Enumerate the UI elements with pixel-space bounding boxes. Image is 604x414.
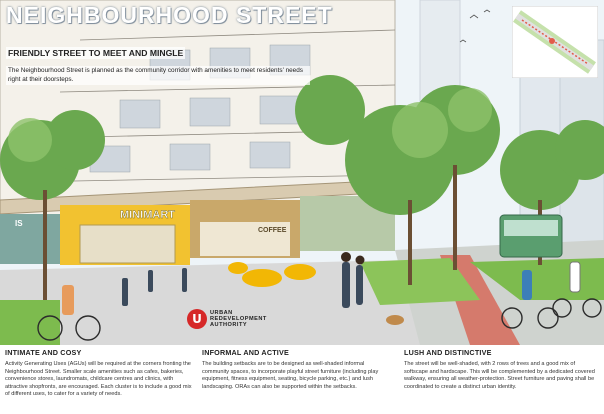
section-lush-distinctive: [404, 348, 600, 391]
ura-logo: [187, 309, 267, 329]
section-informal-active: [202, 348, 390, 391]
section-heading: INTIMATE AND COSY: [5, 348, 82, 357]
intro-text: The Neighbourhood Street is planned as the community corridor with amenities to meet residents' needs right at their doorsteps.: [6, 66, 310, 85]
section-body: Activity Generating Uses (AGUs) will be required at the corners fronting the Neighbourhood Street. Smaller scale amenities such as cafes, bakeries, convenience stores, laundromats, childcare centres and clinics, with attractive shopfronts, are encouraged. Each cluster is to include a good mix of different uses, to cater for a variety of needs.: [5, 361, 192, 398]
site-map-inset: [512, 6, 598, 78]
logo-line-3: AUTHORITY: [210, 322, 248, 329]
section-intimate-cosy: [5, 348, 193, 399]
section-heading: INFORMAL AND ACTIVE: [202, 348, 289, 357]
shop-sign-left: IS: [15, 219, 23, 228]
page-subtitle: FRIENDLY STREET TO MEET AND MINGLE: [8, 48, 184, 58]
ura-logo-text: [210, 310, 267, 329]
section-body: The street will be well-shaded, with 2 rows of trees and a good mix of softscape and hardscape. This will be complemented by a dedicated covered walkway, ensuring all weather-protection. Street furniture and paving shall be coordinated to create a distinct urban identity.: [404, 361, 595, 390]
section-heading: LUSH AND DISTINCTIVE: [404, 348, 492, 357]
logo-line-2: REDEVELOPMENT: [210, 315, 267, 322]
shop-sign-minimart: MINIMART: [120, 209, 175, 221]
ura-logo-mark-icon: U: [187, 309, 207, 329]
logo-line-1: URBAN: [210, 309, 233, 316]
section-body: The building setbacks are to be designed as well-shaded informal community spaces, to incorporate playful street furniture (including play equipment, fitness equipment, seating, bicycle parking, etc.) and lush landscaping. ORAs can also be supported within the setbacks.: [202, 361, 379, 390]
shop-sign-coffee: COFFEE: [258, 227, 287, 234]
page-title: NEIGHBOURHOOD STREET: [6, 2, 333, 28]
